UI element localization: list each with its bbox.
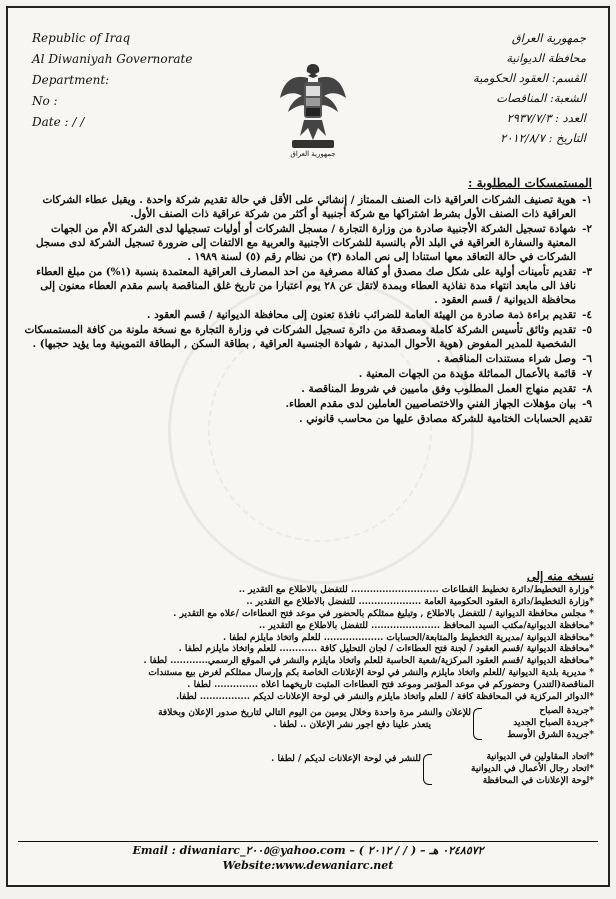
header-arabic — [386, 28, 586, 148]
copy-recipient: المناقصة(التندر) وحضوركم في موعد المؤتمر وموعد فتح العطاءات المثبت تاريخهما أعلاه .............. لطفا . — [187, 680, 594, 691]
unions-group — [22, 752, 594, 788]
requirement-item: ٩- بيان مؤهلات الجهاز الفني والاختصاصيين العاملين لدى مقدم العطاء. — [285, 398, 592, 410]
newspaper-item: *جريدة الصباح — [539, 705, 594, 716]
header-country: Republic of Iraq — [32, 31, 131, 45]
header-ar-governorate: محافظة الديوانية — [506, 51, 586, 65]
copy-recipient: *محافظة الديوانية /قسم العقود / لجنة فتح العطاءات / لجان التحليل كافة ............ للعلم واتخاذ مايلزم لطفا . — [178, 644, 594, 655]
header-department: Department: — [32, 73, 110, 87]
union-item: *اتحاد المقاولين في الديوانية — [486, 751, 594, 762]
brace-mark — [423, 754, 432, 786]
requirements-title: المستمسكات المطلوبة : — [468, 176, 592, 190]
union-item: *لوحة الإعلانات في المحافظة — [482, 775, 594, 786]
newspaper-item: *جريدة الصباح الجديد — [513, 717, 594, 728]
requirement-item: ٣- تقديم تأمينات أولية على شكل صك مصدق أو كفالة مصرفية من احد المصارف العراقية المعتمدة بنسبة (١%) من مبلغ العطاء نافذ الى مابعد انتهاء مدة نفاذية العطاء وبمدة لاتقل عن ٢٨ يوم اعتبارا من تاريخ غلق المناقصة باسم مقدم العطاء معنون إلى محافظة الديوانية / قسم العقود . — [36, 266, 592, 306]
footer-divider — [18, 841, 598, 842]
brace-mark — [473, 708, 482, 740]
union-list — [434, 752, 594, 788]
header-ar-department: القسم: العقود الحكومية — [473, 71, 586, 85]
footer-email: Email : diwaniarc_٢٠٠٥@yahoo.com – ( ٢٠١٢ / / ) – ٠٢٤٨٥٧٢ هـ — [132, 844, 484, 857]
newspapers-group — [22, 706, 594, 742]
header-number: No : — [32, 94, 58, 108]
requirements-section — [24, 176, 592, 426]
requirement-item: ٨- تقديم منهاج العمل المطلوب وفق ماميين في شروط المناقصة . — [301, 383, 592, 395]
copy-recipient: *محافظة الديوانية /مديرية التخطيط والمتابعة/الحسابات ................... للعلم واتخاذ مايلزم لطفا . — [223, 632, 594, 643]
footer — [8, 841, 608, 872]
header-ar-number: العدد : ٢٩٣٧/٧/٣ — [506, 111, 586, 125]
copy-recipient: *الدوائر المركزية في المحافظة كافة / للعلم واتخاذ مايلزم والنشر في لوحة الإعلانات لديكم ................ لطفا. — [176, 692, 594, 703]
copies-section — [22, 571, 594, 787]
copy-recipient: *محافظة الديوانية/مكتب السيد المحافظ ...................... للتفضل بالاطلاع مع التقدير .. — [258, 620, 594, 631]
copy-recipient: *وزارة التخطيط/دائرة تخطيط القطاعات ............................ للتفضل بالاطلاع مع التقدير .. — [238, 584, 594, 595]
footer-website: Website:www.dewaniarc.net — [222, 859, 394, 872]
requirement-item: ٦- وصل شراء مستندات المناقصة . — [436, 353, 592, 365]
copy-recipient: * مجلس محافظة الديوانية / للتفضل بالاطلاع , وتبليغ ممثلكم بالحضور في موعد فتح العطاءات /علاه مع التقدير . — [173, 608, 594, 619]
header-english — [32, 28, 252, 133]
header-governorate: Al Diwaniyah Governorate — [32, 52, 193, 66]
copies-title: نسخه منه إلى — [526, 569, 594, 583]
header-ar-country: جمهورية العراق — [511, 31, 586, 45]
requirement-item: ٧- قائمة بالأعمال المماثلة مؤيدة من الجهات المعنية . — [358, 368, 592, 380]
union-item: *اتحاد رجال الأعمال في الديوانية — [471, 763, 594, 774]
requirement-item: ٥- تقديم وثائق تأسيس الشركة كاملة ومصدقة من دائرة تسجيل الشركات في وزارة التجارة مع نسخة ملونة من كافة المستمسكات الشخصية للمدير المفوض (هوية الأحوال المدنية , شهادة الجنسية العراقية , بطاقة السكن , البطاقة التموينية وما يؤيد حجبها) . — [24, 324, 592, 350]
newspaper-list — [484, 706, 594, 742]
emblem-caption: جمهورية العراق — [290, 150, 336, 158]
requirement-item: ٢- شهادة تسجيل الشركة الأجنبية صادرة من وزارة التجارة / مسجل الشركات أو أوليات تسجيلها لدى الشركة الأم من الجهات المعنية والسفارة العراقية في البلد الأم بالنسبة للشركات الأجنبية والعربية مع الالتفات إلى ضرورة تسجيل الشركة لدى مسجل الشركات في حالة التعاقد معها استنادا إلى نص المادة (٣) من نظام رقم (٥) لسنة ١٩٨٩ . — [35, 223, 592, 263]
requirement-item: ٤- تقديم براءة ذمة صادرة من الهيئة العامة للضرائب نافذة تعنون إلى محافظة الديوانية / قسم العقود . — [146, 309, 592, 321]
requirement-item: ١- هوية تصنيف الشركات العراقية ذات الصنف الممتاز / إنشائي على الأقل في حالة تقديم شركة واحدة . ويقبل عطاء الشركات العراقية ذات الصنف الأول بشرط اشتراكها مع شركة أجنبية أو أكثر من شركة عراقية ذات الصنف الأول. — [42, 194, 592, 220]
document-page — [6, 6, 610, 887]
copy-recipient: *محافظة الديوانية /قسم العقود المركزية/شعبة الحاسبة للعلم واتخاذ مايلزم والنشر في الموقع الرسمي............ لطفا . — [143, 656, 594, 667]
header-ar-date: التاريخ : ٢٠١٢/٨/٧ — [500, 131, 586, 145]
copy-recipient: *وزارة التخطيط/دائرة العقود الحكومية العامة .................... للتفضل بالاطلاع مع التقدير .. — [246, 596, 594, 607]
iraq-eagle-emblem-icon — [278, 58, 348, 153]
newspaper-item: *جريدة الشرق الأوسط — [507, 729, 594, 740]
header-date: Date : / / — [32, 115, 85, 129]
unions-note: للنشر في لوحة الإعلانات لديكم / لطفا . — [271, 753, 421, 764]
newspapers-note: للإعلان والنشر مرة واحدة وخلال يومين من اليوم التالي لتاريخ صدور الإعلان وبخلافة يتعذر علينا دفع اجور نشر الإعلان .. لطفا . — [158, 707, 471, 730]
requirements-closing: تقديم الحسابات الختامية للشركة مصادق عليها من محاسب قانوني . — [298, 413, 592, 425]
header-ar-section: الشعبة: المناقصات — [496, 91, 586, 105]
copy-recipient: * مديرية بلدية الديوانية /للعلم واتخاذ مايلزم والنشر في لوحة الإعلانات الخاصة بكم وإرسال ممثلكم لغرض بيع مستندات — [148, 668, 594, 679]
